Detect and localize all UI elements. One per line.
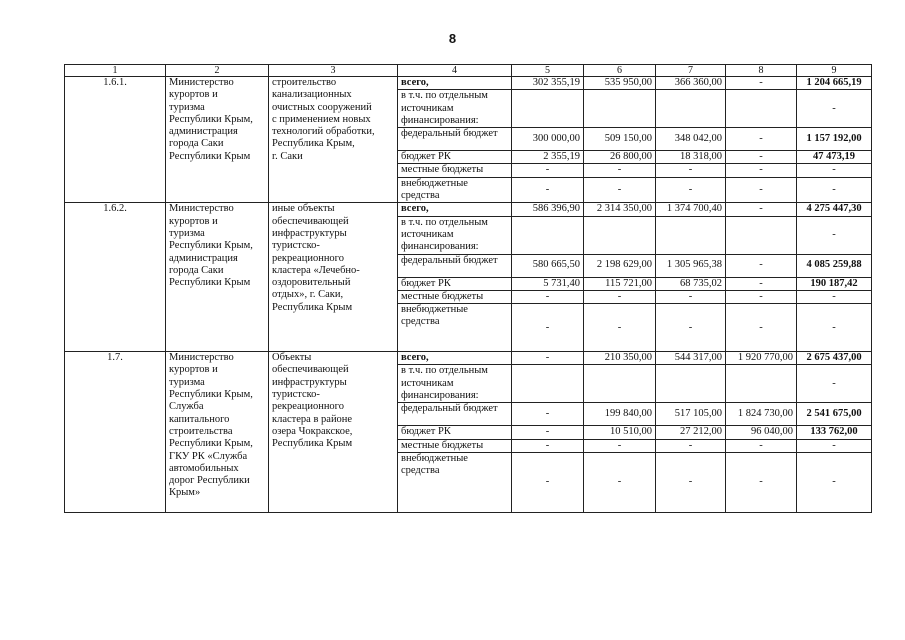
- amount-v7: -: [656, 177, 726, 203]
- column-header: 9: [797, 65, 872, 77]
- amount-total-v9: 1 157 192,00: [797, 128, 872, 151]
- amount-v8: [726, 365, 797, 403]
- amount-total-v9: -: [797, 216, 872, 254]
- amount-v7: [656, 365, 726, 403]
- column-header: 3: [269, 65, 398, 77]
- item-number: 1.6.2.: [65, 203, 166, 352]
- amount-total-v9: 133 762,00: [797, 426, 872, 439]
- funding-source-label: внебюджетные средства: [398, 452, 512, 512]
- amount-total-v9: -: [797, 177, 872, 203]
- amount-v7: [656, 90, 726, 128]
- page-number: 8: [448, 31, 457, 46]
- amount-v8: 96 040,00: [726, 426, 797, 439]
- funding-source-label: всего,: [398, 352, 512, 365]
- amount-v7: 68 735,02: [656, 277, 726, 290]
- column-header: 5: [512, 65, 584, 77]
- amount-v7: 517 105,00: [656, 403, 726, 426]
- funding-source-label: местные бюджеты: [398, 439, 512, 452]
- funding-source-label: федеральный бюджет: [398, 403, 512, 426]
- amount-v6: -: [584, 452, 656, 512]
- amount-v6: -: [584, 290, 656, 303]
- amount-total-v9: -: [797, 452, 872, 512]
- amount-v8: 1 824 730,00: [726, 403, 797, 426]
- amount-total-v9: -: [797, 164, 872, 177]
- amount-v8: -: [726, 439, 797, 452]
- table-row: [65, 352, 872, 365]
- amount-v7: 544 317,00: [656, 352, 726, 365]
- column-header: 1: [65, 65, 166, 77]
- amount-v5: 2 355,19: [512, 151, 584, 164]
- funding-source-label: федеральный бюджет: [398, 254, 512, 277]
- amount-v8: 1 920 770,00: [726, 352, 797, 365]
- amount-v5: 586 396,90: [512, 203, 584, 216]
- amount-v6: 2 198 629,00: [584, 254, 656, 277]
- amount-v7: -: [656, 452, 726, 512]
- item-number: 1.7.: [65, 352, 166, 513]
- funding-source-label: местные бюджеты: [398, 290, 512, 303]
- amount-v5: -: [512, 177, 584, 203]
- column-header: 7: [656, 65, 726, 77]
- amount-v8: -: [726, 128, 797, 151]
- amount-v7: -: [656, 304, 726, 352]
- amount-v8: [726, 216, 797, 254]
- responsible-organization: Министерство курортов и туризма Республики Крым, администрация города Саки Республики Крым: [166, 77, 269, 203]
- amount-v8: -: [726, 203, 797, 216]
- funding-source-label: бюджет РК: [398, 426, 512, 439]
- funding-source-label: в т.ч. по отдельным источникам финансирования:: [398, 90, 512, 128]
- amount-v5: [512, 216, 584, 254]
- amount-v5: -: [512, 452, 584, 512]
- amount-v6: [584, 216, 656, 254]
- amount-v8: -: [726, 277, 797, 290]
- column-number-row: [65, 65, 872, 77]
- funding-source-label: бюджет РК: [398, 151, 512, 164]
- amount-total-v9: 190 187,42: [797, 277, 872, 290]
- amount-v8: -: [726, 177, 797, 203]
- amount-v5: 300 000,00: [512, 128, 584, 151]
- table-row: [65, 77, 872, 90]
- amount-v7: -: [656, 290, 726, 303]
- column-header: 2: [166, 65, 269, 77]
- amount-total-v9: 2 541 675,00: [797, 403, 872, 426]
- amount-v5: -: [512, 403, 584, 426]
- amount-total-v9: -: [797, 90, 872, 128]
- project-object: Объекты обеспечивающей инфраструктуры туристско- рекреационного кластера в районе озера Чокракское, Республика Крым: [269, 352, 398, 513]
- amount-v7: 366 360,00: [656, 77, 726, 90]
- amount-v6: [584, 90, 656, 128]
- funding-source-label: местные бюджеты: [398, 164, 512, 177]
- amount-v8: -: [726, 290, 797, 303]
- amount-v5: 5 731,40: [512, 277, 584, 290]
- amount-total-v9: 1 204 665,19: [797, 77, 872, 90]
- amount-v7: -: [656, 164, 726, 177]
- amount-v6: [584, 365, 656, 403]
- amount-v7: [656, 216, 726, 254]
- funding-source-label: внебюджетные средства: [398, 177, 512, 203]
- amount-v6: 10 510,00: [584, 426, 656, 439]
- amount-v5: -: [512, 290, 584, 303]
- column-header: 8: [726, 65, 797, 77]
- amount-v6: 210 350,00: [584, 352, 656, 365]
- funding-source-label: федеральный бюджет: [398, 128, 512, 151]
- amount-v8: -: [726, 452, 797, 512]
- column-header: 6: [584, 65, 656, 77]
- amount-total-v9: 47 473,19: [797, 151, 872, 164]
- funding-source-label: бюджет РК: [398, 277, 512, 290]
- amount-v6: 2 314 350,00: [584, 203, 656, 216]
- amount-total-v9: 2 675 437,00: [797, 352, 872, 365]
- funding-source-label: всего,: [398, 77, 512, 90]
- amount-v8: -: [726, 151, 797, 164]
- amount-v6: 199 840,00: [584, 403, 656, 426]
- amount-v8: -: [726, 304, 797, 352]
- amount-v6: -: [584, 304, 656, 352]
- amount-v7: 18 318,00: [656, 151, 726, 164]
- amount-v7: -: [656, 439, 726, 452]
- responsible-organization: Министерство курортов и туризма Республики Крым, Служба капитального строительства Республики Крым, ГКУ РК «Служба автомобильных дорог Республики Крым»: [166, 352, 269, 513]
- column-header: 4: [398, 65, 512, 77]
- amount-total-v9: -: [797, 439, 872, 452]
- amount-v5: [512, 365, 584, 403]
- amount-v6: -: [584, 177, 656, 203]
- amount-v6: 115 721,00: [584, 277, 656, 290]
- amount-total-v9: -: [797, 290, 872, 303]
- amount-v7: 1 374 700,40: [656, 203, 726, 216]
- amount-v7: 1 305 965,38: [656, 254, 726, 277]
- amount-v5: 302 355,19: [512, 77, 584, 90]
- amount-v5: -: [512, 426, 584, 439]
- financing-table: [64, 64, 872, 513]
- responsible-organization: Министерство курортов и туризма Республики Крым, администрация города Саки Республики Крым: [166, 203, 269, 352]
- amount-v8: -: [726, 164, 797, 177]
- amount-v8: -: [726, 77, 797, 90]
- amount-v8: [726, 90, 797, 128]
- funding-source-label: в т.ч. по отдельным источникам финансирования:: [398, 216, 512, 254]
- amount-v8: -: [726, 254, 797, 277]
- amount-v6: -: [584, 439, 656, 452]
- amount-total-v9: 4 085 259,88: [797, 254, 872, 277]
- amount-v5: 580 665,50: [512, 254, 584, 277]
- amount-v6: 535 950,00: [584, 77, 656, 90]
- project-object: строительство канализационных очистных сооружений с применением новых технологий обработки, Республика Крым, г. Саки: [269, 77, 398, 203]
- amount-v5: -: [512, 352, 584, 365]
- amount-v6: 509 150,00: [584, 128, 656, 151]
- amount-v7: 27 212,00: [656, 426, 726, 439]
- amount-total-v9: -: [797, 365, 872, 403]
- amount-v6: 26 800,00: [584, 151, 656, 164]
- amount-v5: -: [512, 439, 584, 452]
- funding-source-label: всего,: [398, 203, 512, 216]
- amount-total-v9: -: [797, 304, 872, 352]
- amount-total-v9: 4 275 447,30: [797, 203, 872, 216]
- table-row: [65, 203, 872, 216]
- item-number: 1.6.1.: [65, 77, 166, 203]
- amount-v5: [512, 90, 584, 128]
- amount-v7: 348 042,00: [656, 128, 726, 151]
- funding-source-label: внебюджетные средства: [398, 304, 512, 352]
- funding-source-label: в т.ч. по отдельным источникам финансирования:: [398, 365, 512, 403]
- amount-v6: -: [584, 164, 656, 177]
- amount-v5: -: [512, 304, 584, 352]
- project-object: иные объекты обеспечивающей инфраструктуры туристско- рекреационного кластера «Лечебно- оздоровительный отдых», г. Саки, Республика Крым: [269, 203, 398, 352]
- amount-v5: -: [512, 164, 584, 177]
